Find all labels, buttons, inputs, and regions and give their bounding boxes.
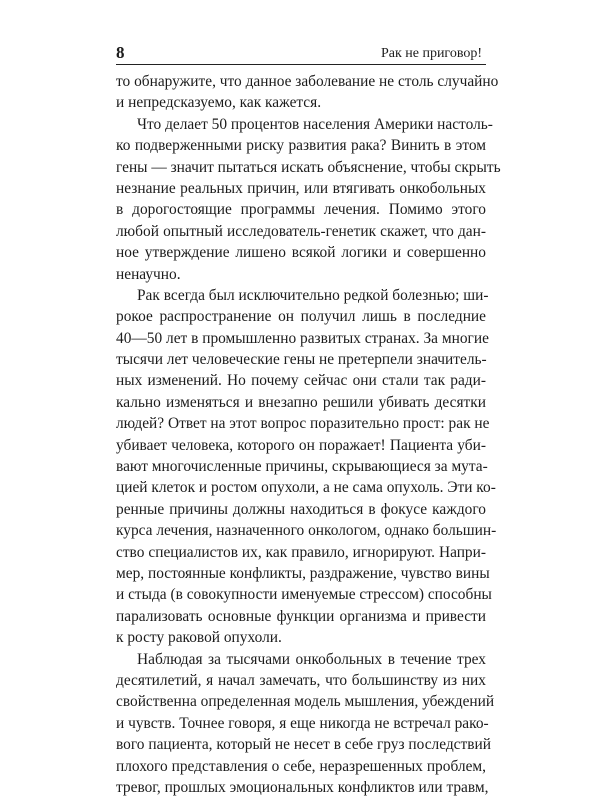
text-line: свойственна определенная модель мышления, убеждений	[116, 693, 495, 711]
running-title: Рак не приговор!	[380, 46, 482, 61]
text-line: и стыда (в совокупности именуемые стрессом) способны	[116, 586, 492, 604]
text-line: Наблюдая за тысячами онкобольных в течение трех	[137, 650, 486, 668]
text-line: Рак всегда был исключительно редкой болезнью; ши-	[137, 286, 489, 304]
text-line: любой опытный исследователь-генетик скажет, что дан-	[116, 222, 486, 240]
book-page	[116, 42, 501, 798]
text-line: парализовать основные функции организма и привести	[116, 607, 486, 625]
text-line: плохого представления о себе, неразрешенных проблем,	[116, 757, 486, 775]
text-line: рокое распространение он получил лишь в последние	[116, 308, 486, 326]
text-line: мер, постоянные конфликты, раздражение, чувство вины	[116, 564, 490, 582]
text-line: к росту раковой опухоли.	[116, 629, 282, 647]
text-line: тысячи лет человеческие гены не претерпели значитель-	[116, 351, 487, 369]
text-line: ренные причины должны находиться в фокусе каждого	[116, 500, 486, 518]
text-line: вого пациента, который не несет в себе груз последствий	[116, 736, 491, 754]
text-line: незнание реальных причин, или втягивать онкобольных	[116, 179, 486, 197]
body-text	[116, 71, 501, 798]
text-line: ное утверждение лишено всякой логики и совершенно	[116, 244, 486, 262]
page-number: 8	[116, 43, 125, 62]
text-line: ных изменений. Но почему сейчас они стали так ради-	[116, 372, 486, 390]
text-line: гены — значит пытаться искать объяснение, чтобы скрыть	[116, 158, 501, 176]
text-line: ненаучно.	[116, 265, 181, 283]
text-line: курса лечения, назначенного онкологом, однако большин-	[116, 522, 497, 540]
text-line: кально изменяться и внезапно решили убивать десятки	[116, 393, 486, 411]
text-line: и чувств. Точнее говоря, я еще никогда не встречал рако-	[116, 714, 489, 732]
text-line: цией клеток и ростом опухоли, а не сама опухоль. Эти ко-	[116, 479, 496, 497]
text-line: в дорогостоящие программы лечения. Помимо этого	[116, 201, 486, 219]
text-line: 40—50 лет в промышленно развитых странах. За многие	[116, 329, 489, 347]
text-line: Что делает 50 процентов населения Америки настоль-	[137, 115, 493, 133]
text-line: ко подверженными риску развития рака? Винить в этом	[116, 137, 486, 155]
text-line: тревог, прошлых эмоциональных конфликтов или травм,	[116, 778, 489, 796]
page-header	[116, 42, 486, 65]
text-line: убивает человека, которого он поражает! Пациента уби-	[116, 436, 486, 454]
text-line: вают многочисленные причины, скрывающиеся за мута-	[116, 458, 488, 476]
text-line: ство специалистов их, как правило, игнорируют. Напри-	[116, 543, 486, 561]
text-line: десятилетий, я начал замечать, что большинству из них	[116, 671, 486, 689]
text-line: людей? Ответ на этот вопрос поразительно прост: рак не	[116, 415, 490, 433]
text-line: то обнаружите, что данное заболевание не столь случайно	[116, 73, 499, 90]
text-line: и непредсказуемо, как кажется.	[116, 94, 322, 112]
